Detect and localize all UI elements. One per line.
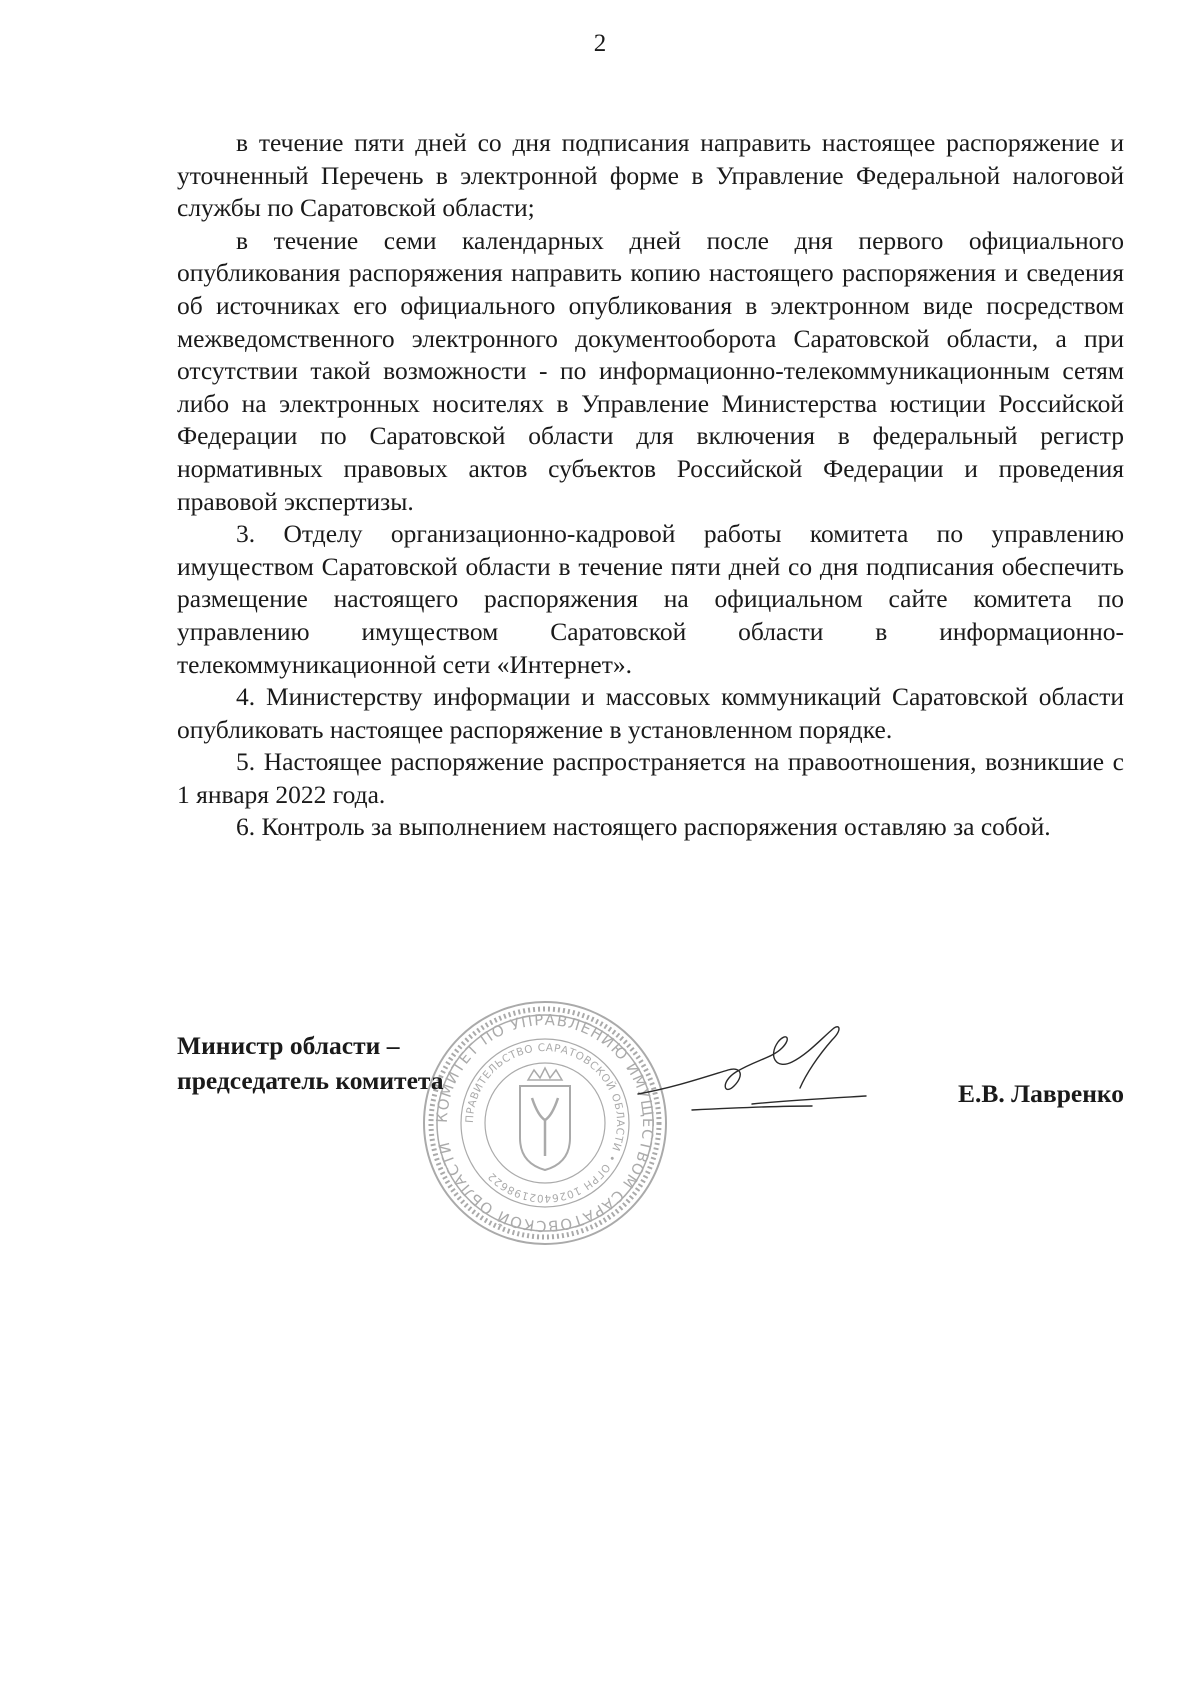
paragraph-justice-ministry-submission: в течение семи календарных дней после дня первого официального опубликования распоряжения направить копию настоящего распоряжения и сведения об источниках его официального опубликования в электронном виде посредством межведомственного электронного документооборота Саратовской области, а при отсутствии такой возможности - по информационно-телекоммуникационным сетям либо на электронных носителях в Управление Министерства юстиции Российской Федерации по Саратовской области для включения в федеральный регистр нормативных правовых актов субъектов Российской Федерации и проведения правовой экспертизы. (177, 225, 1124, 516)
paragraph-item-6: 6. Контроль за выполнением настоящего распоряжения оставляю за собой. (236, 812, 1051, 842)
signer-position-line-1: Министр области – (177, 1031, 400, 1060)
paragraph-fns-submission: в течение пяти дней со дня подписания направить настоящее распоряжение и уточненный Перечень в электронной форме в Управление Федеральной налоговой службы по Саратовской области; (177, 128, 1124, 223)
page-number: 2 (593, 30, 607, 57)
coat-of-arms-emblem (520, 1068, 570, 1170)
signature-block (177, 1010, 1124, 1288)
signer-name: Е.В. Лавренко (958, 1079, 1124, 1108)
paragraph-item-5: 5. Настоящее распоряжение распространяется на правоотношения, возникшие с 1 января 2022 года. (177, 747, 1124, 809)
paragraph-item-4: 4. Министерству информации и массовых коммуникаций Саратовской области опубликовать настоящее распоряжение в установленном порядке. (177, 682, 1124, 744)
handwritten-signature (632, 1018, 902, 1138)
signer-position-line-2: председатель комитета (177, 1066, 444, 1095)
seal-outer-text: КОМИТЕТ ПО УПРАВЛЕНИЮ ИМУЩЕСТВОМ САРАТОВСКОЙ ОБЛАСТИ (432, 1010, 658, 1236)
seal-inner-text: ПРАВИТЕЛЬСТВО САРАТОВСКОЙ ОБЛАСТИ • ОГРН 1026402198622 (463, 1041, 627, 1205)
signer-position (177, 1028, 443, 1098)
paragraph-item-3: 3. Отделу организационно-кадровой работы комитета по управлению имуществом Саратовской области в течение пяти дней со дня подписания обеспечить размещение настоящего распоряжения на официальном сайте комитета по управлению имуществом Саратовской области в информационно-телекоммуникационной сети «Интернет». (177, 519, 1124, 679)
order-body-text (177, 127, 1124, 844)
